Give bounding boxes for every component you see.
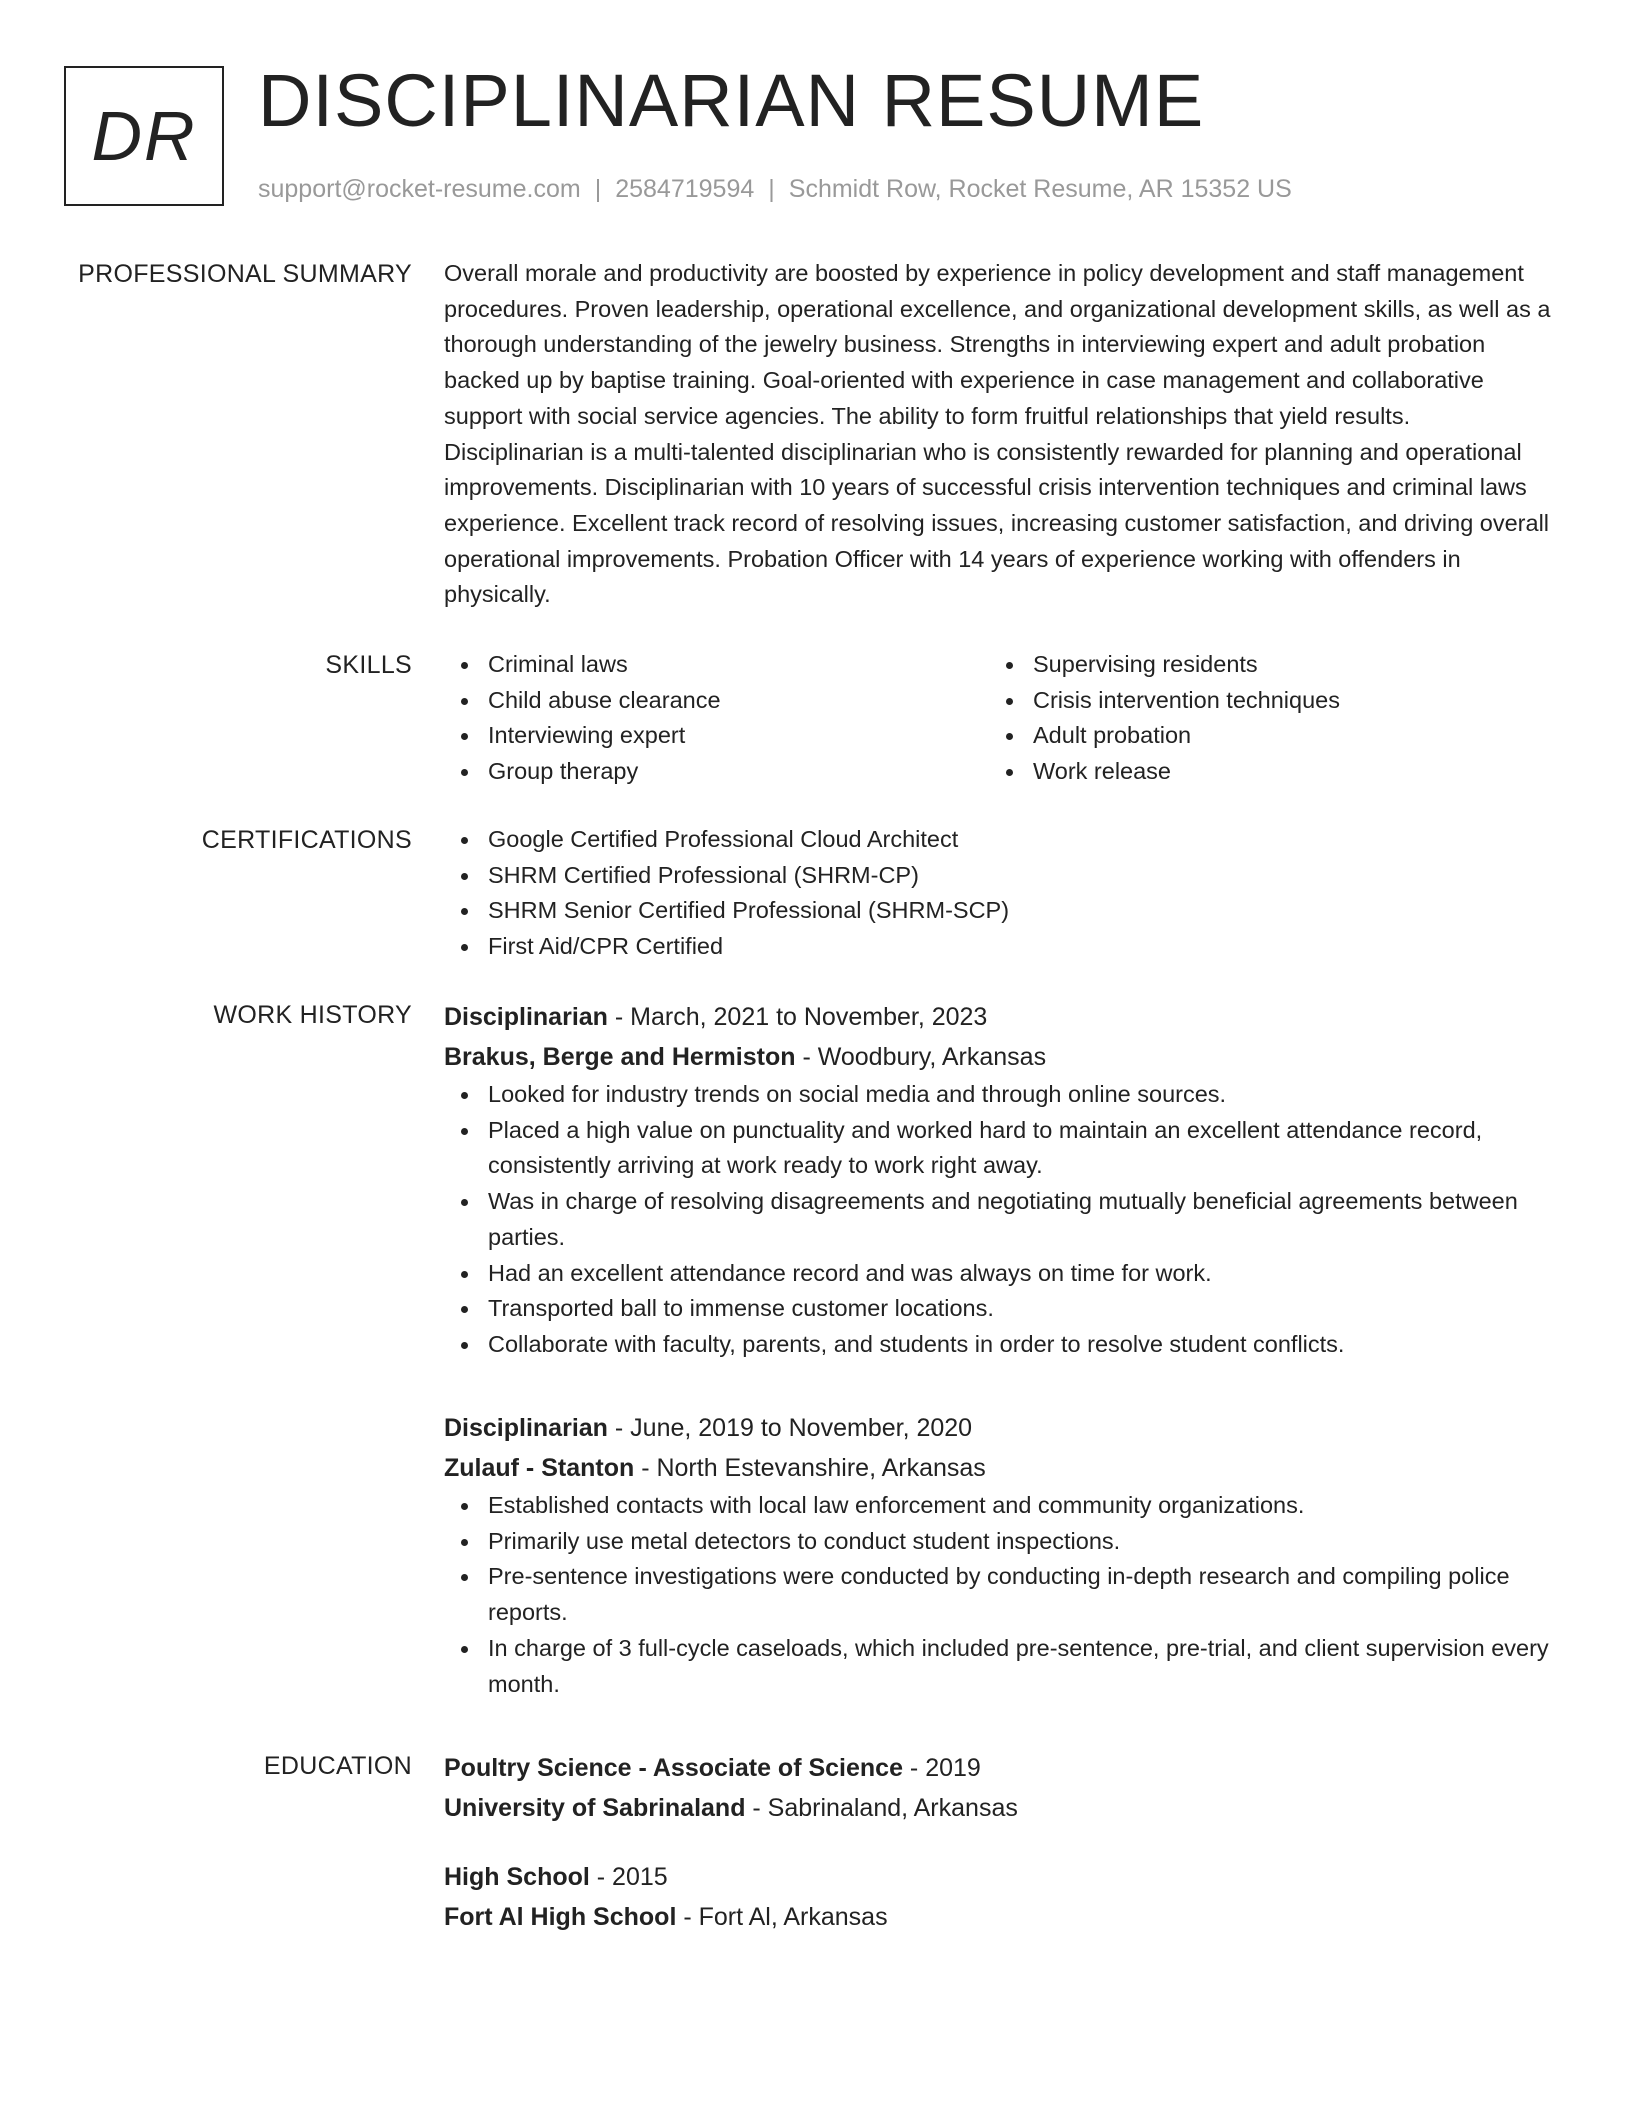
summary-text: Overall morale and productivity are boosted by experience in policy development and staff management procedures. Proven leadership, operational excellence, and organizational development skills, as well as a thorough understanding of the jewelry business. Strengths in interviewing expert and adult probation backed up by baptise training. Goal-oriented with experience in case management and collaborative support with social service agencies. The ability to form fruitful relationships that yield results. Disciplinarian is a multi-talented disciplinarian who is consistently rewarded for planning and operational improvements. Disciplinarian with 10 years of successful crisis intervention techniques and criminal laws experience. Excellent track record of resolving issues, increasing customer satisfaction, and driving overall operational improvements. Probation Officer with 14 years of experience working with offenders in physically.	[444, 260, 1551, 608]
job-title: Disciplinarian	[444, 1003, 608, 1031]
section-label-summary: PROFESSIONAL SUMMARY	[78, 260, 412, 288]
job-bullet: Transported ball to immense customer locations.	[444, 1291, 1554, 1327]
monogram-logo: DR	[64, 66, 224, 206]
job-bullets	[444, 1077, 1554, 1363]
education-year: - 2015	[589, 1863, 668, 1891]
job-bullet: Pre-sentence investigations were conducted by conducting in-depth research and compiling police reports.	[444, 1559, 1554, 1630]
job-org-line	[444, 1448, 1554, 1488]
certification-item: SHRM Senior Certified Professional (SHRM-SCP)	[444, 893, 1554, 929]
job-title: Disciplinarian	[444, 1414, 608, 1442]
education-year: - 2019	[902, 1754, 981, 1782]
job-bullet: Established contacts with local law enforcement and community organizations.	[444, 1488, 1554, 1524]
job-bullet: Primarily use metal detectors to conduct student inspections.	[444, 1524, 1554, 1560]
certification-item: First Aid/CPR Certified	[444, 929, 1554, 965]
contact-email[interactable]: support@rocket-resume.com	[258, 175, 581, 203]
skill-item: Crisis intervention techniques	[989, 683, 1534, 719]
skills-list-left	[444, 647, 989, 790]
education-entry	[444, 1857, 1554, 1937]
section-label-certifications: CERTIFICATIONS	[201, 826, 412, 854]
summary-body	[444, 256, 1554, 613]
job-entry	[444, 997, 1554, 1363]
skill-item: Adult probation	[989, 718, 1534, 754]
job-bullet: In charge of 3 full-cycle caseloads, which included pre-sentence, pre-trial, and client supervision every month.	[444, 1631, 1554, 1702]
education-degree: High School	[444, 1863, 590, 1891]
skills-grid	[444, 647, 1554, 790]
certification-item: SHRM Certified Professional (SHRM-CP)	[444, 858, 1554, 894]
contact-address: Schmidt Row, Rocket Resume, AR 15352 US	[788, 175, 1292, 203]
education-body	[444, 1748, 1554, 1828]
section-label-work: WORK HISTORY	[213, 1001, 412, 1029]
job-org-line	[444, 1037, 1554, 1077]
job-bullet: Looked for industry trends on social media and through online sources.	[444, 1077, 1554, 1113]
job-dates: - June, 2019 to November, 2020	[607, 1414, 973, 1442]
education-degree-line	[444, 1748, 1554, 1788]
job-title-line	[444, 1408, 1554, 1448]
education-degree-line	[444, 1857, 1554, 1897]
resume-title: DISCIPLINARIAN RESUME	[258, 59, 1205, 142]
certifications-body	[444, 822, 1554, 965]
job-dates: - March, 2021 to November, 2023	[607, 1003, 988, 1031]
education-degree: Poultry Science - Associate of Science	[444, 1754, 903, 1782]
education-location: - Sabrinaland, Arkansas	[745, 1794, 1018, 1822]
skill-item: Supervising residents	[989, 647, 1534, 683]
skills-body	[444, 647, 1554, 790]
skill-item: Work release	[989, 754, 1534, 790]
job-bullet: Placed a high value on punctuality and worked hard to maintain an excellent attendance record, consistently arriving at work ready to work right away.	[444, 1113, 1554, 1184]
job-bullet: Had an excellent attendance record and was always on time for work.	[444, 1256, 1554, 1292]
skill-item: Criminal laws	[444, 647, 989, 683]
job-bullet: Collaborate with faculty, parents, and students in order to resolve student conflicts.	[444, 1327, 1554, 1363]
contact-separator: |	[768, 175, 775, 203]
job-location: - North Estevanshire, Arkansas	[634, 1454, 986, 1482]
education-location: - Fort Al, Arkansas	[676, 1903, 888, 1931]
education-school: University of Sabrinaland	[444, 1794, 746, 1822]
education-entry	[444, 1748, 1554, 1828]
education-school-line	[444, 1788, 1554, 1828]
work-body-cont	[444, 1408, 1554, 1702]
job-location: - Woodbury, Arkansas	[795, 1043, 1047, 1071]
section-label-education: EDUCATION	[263, 1752, 412, 1780]
contact-line	[258, 172, 1292, 206]
certifications-list	[444, 822, 1554, 965]
skill-item: Interviewing expert	[444, 718, 989, 754]
job-entry	[444, 1408, 1554, 1702]
education-school: Fort Al High School	[444, 1903, 677, 1931]
skills-list-right	[989, 647, 1534, 790]
job-company: Zulauf - Stanton	[444, 1454, 635, 1482]
certification-item: Google Certified Professional Cloud Architect	[444, 822, 1554, 858]
skill-item: Group therapy	[444, 754, 989, 790]
job-bullet: Was in charge of resolving disagreements and negotiating mutually beneficial agreements between parties.	[444, 1184, 1554, 1255]
education-school-line	[444, 1897, 1554, 1937]
work-body	[444, 997, 1554, 1363]
job-company: Brakus, Berge and Hermiston	[444, 1043, 796, 1071]
job-bullets	[444, 1488, 1554, 1702]
skill-item: Child abuse clearance	[444, 683, 989, 719]
contact-separator: |	[594, 175, 602, 203]
job-title-line	[444, 997, 1554, 1037]
education-body-cont	[444, 1857, 1554, 1937]
contact-phone[interactable]: 2584719594	[615, 175, 755, 203]
section-label-skills: SKILLS	[325, 651, 412, 679]
